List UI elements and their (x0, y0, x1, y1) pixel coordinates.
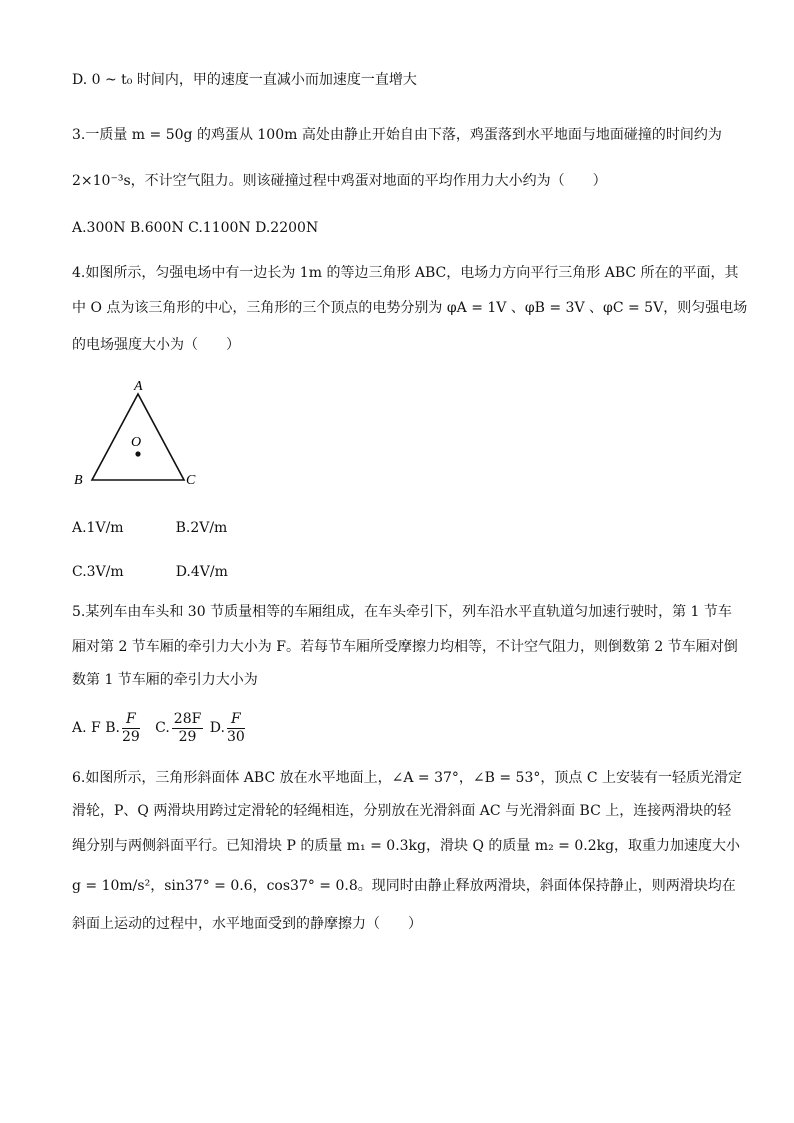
label-c: C (186, 473, 196, 488)
q5-option-c-fraction (172, 711, 204, 746)
q5-option-d-fraction (227, 711, 245, 746)
q5-option-d-num: F (227, 711, 245, 729)
label-b: B (74, 473, 83, 488)
q5-options (72, 708, 247, 748)
q5-option-c-num: 28F (173, 710, 202, 727)
q6-line-2: 滑轮，P、Q 两滑块用跨过定滑轮的轻绳相连，分别放在光滑斜面 AC 与光滑斜面 BC 上，连接两滑块的轻 (72, 803, 732, 819)
label-a: A (134, 379, 143, 394)
q5-line-1: 5.某列车由车头和 30 节质量相等的车厢组成，在车头牵引下，列车沿水平直轨道匀加速行驶时，第 1 节车 (72, 604, 732, 620)
triangle-figure (68, 376, 208, 496)
q4-option-a: A.1V/m (72, 520, 124, 536)
q6-line-4: g = 10m/s²，sin37° = 0.6，cos37° = 0.8。现同时由静止释放两滑块，斜面体保持静止，则两滑块均在 (72, 878, 736, 894)
q5-option-d-den: 30 (226, 728, 245, 745)
q5-line-3: 数第 1 节车厢的牵引力大小为 (72, 672, 258, 688)
q4-options-row-2 (72, 562, 228, 582)
q5-option-b-num: F (122, 711, 140, 729)
q4-option-d: D.4V/m (175, 564, 228, 580)
q6-line-3: 绳分别与两侧斜面平行。已知滑块 P 的质量 m₁ = 0.3kg，滑块 Q 的质量 m₂ = 0.2kg，取重力加速度大小 (72, 838, 741, 854)
q3-line-1: 3.一质量 m = 50g 的鸡蛋从 100m 高处由静止开始自由下落，鸡蛋落到水平地面与地面碰撞的时间约为 (72, 127, 722, 143)
q5-option-d-label: D. (209, 720, 225, 736)
q4-line-1: 4.如图所示，匀强电场中有一边长为 1m 的等边三角形 ABC，电场力方向平行三角形 ABC 所在的平面，其 (72, 265, 739, 281)
q4-option-b: B.2V/m (175, 520, 228, 536)
center-point-o (135, 451, 140, 456)
q4-line-3: 的电场强度大小为（ ） (72, 337, 240, 353)
q5-option-b-fraction (122, 711, 140, 746)
q3-options: A.300N B.600N C.1100N D.2200N (72, 220, 319, 236)
q6-line-1: 6.如图所示，三角形斜面体 ABC 放在水平地面上，∠A = 37°，∠B = 53°，顶点 C 上安装有一轻质光滑定 (72, 770, 742, 786)
label-o: O (131, 435, 142, 450)
q3-line-2: 2×10⁻³s，不计空气阻力。则该碰撞过程中鸡蛋对地面的平均作用力大小约为（ ） (72, 173, 607, 189)
q5-option-b-den: 29 (121, 728, 140, 745)
q5-option-c-label: C. (155, 720, 170, 736)
q4-options-row-1 (72, 518, 227, 538)
q6-line-5: 斜面上运动的过程中，水平地面受到的静摩擦力（ ） (72, 916, 422, 932)
q4-option-c: C.3V/m (72, 564, 124, 580)
q5-option-c-den: 29 (178, 728, 197, 745)
q5-option-b-label: B. (105, 720, 120, 736)
q2-option-d: D. 0 ~ t₀ 时间内，甲的速度一直减小而加速度一直增大 (72, 72, 417, 88)
q5-line-2: 厢对第 2 节车厢的牵引力大小为 F。若每节车厢所受摩擦力均相等，不计空气阻力，则倒数第 2 节车厢对倒 (72, 639, 738, 655)
q5-option-a: A. F (72, 720, 101, 736)
q4-line-2: 中 O 点为该三角形的中心，三角形的三个顶点的电势分别为 φA = 1V 、φB = 3V 、φC = 5V，则匀强电场 (72, 300, 748, 316)
